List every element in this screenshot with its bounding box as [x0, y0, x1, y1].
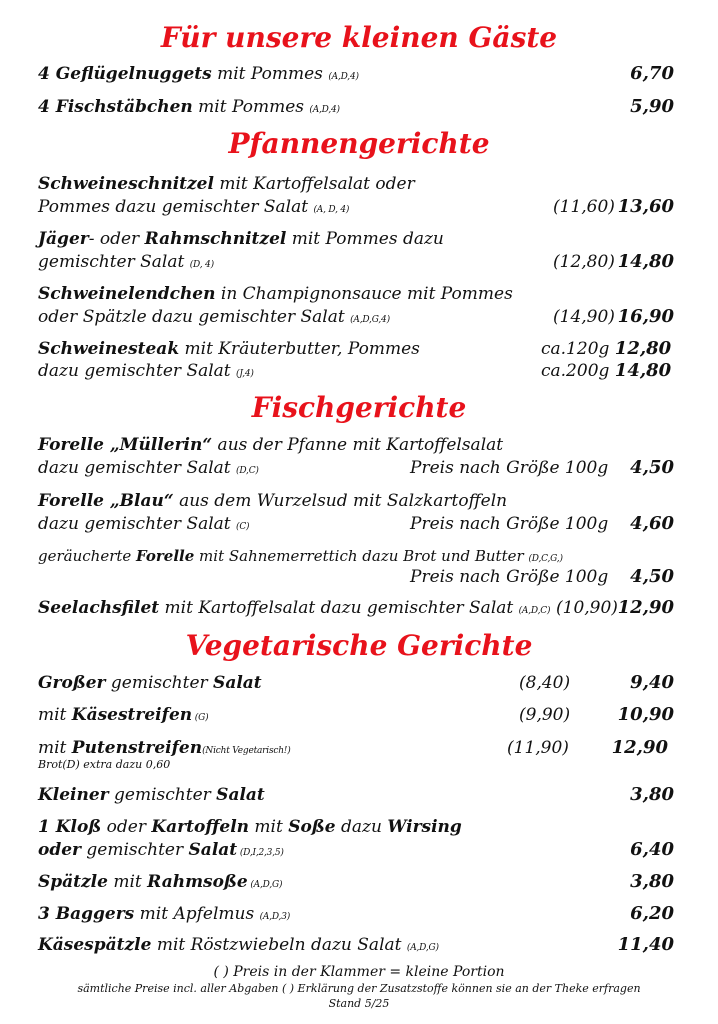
footer-info: sämtliche Preise incl. aller Abgaben ( ) Erklärung der Zusatzstoffe können sie an der Theke erfragen — [77, 982, 641, 995]
price: 6,20 — [630, 903, 674, 924]
menu-item-nuggets: 4 Geflügelnuggets mit Pommes (A,D,4) — [38, 64, 359, 84]
menu-item-forelle-muellerin: Forelle „Müllerin“ aus der Pfanne mit Kartoffelsalat — [38, 435, 504, 455]
menu-item-forelle-geraeuchert: geräucherte Forelle mit Sahnemerrettich dazu Brot und Butter (D,C,G,) — [38, 547, 563, 565]
price-note: Preis nach Größe 100g — [410, 514, 609, 534]
menu-item-schweinelendchen: Schweinelendchen in Champignonsauce mit Pommes — [38, 284, 513, 304]
price: 11,40 — [617, 934, 674, 955]
price: 13,60 — [617, 196, 674, 217]
menu-item-line: dazu gemischter Salat (D,C) — [38, 458, 259, 478]
menu-item-kloss: 1 Kloß oder Kartoffeln mit Soße dazu Wirsing — [38, 817, 462, 837]
menu-item-baggers: 3 Baggers mit Apfelmus (A,D,3) — [38, 904, 291, 924]
small-portion-price: (14,90) — [553, 307, 615, 327]
price: 6,40 — [630, 839, 674, 860]
allergen-codes: (A, D, 4) — [313, 205, 350, 215]
allergen-codes: (A,D,C) — [518, 606, 551, 616]
price: 5,90 — [630, 96, 674, 117]
menu-item-kaesespaetzle: Käsespätzle mit Röstzwiebeln dazu Salat (A,D,G) — [38, 935, 439, 955]
allergen-codes: (D, 4) — [189, 260, 214, 270]
price: 4,60 — [630, 513, 674, 534]
price: 4,50 — [630, 457, 674, 478]
menu-item-schweineschnitzel: Schweineschnitzel mit Kartoffelsalat oder — [38, 174, 415, 194]
menu-item-putenstreifen: mit Putenstreifen(Nicht Vegetarisch!) — [38, 738, 291, 758]
price: 12,90 — [617, 597, 674, 618]
menu-item-kaesestreifen: mit Käsestreifen (G) — [38, 705, 209, 725]
menu-item-schweinesteak: Schweinesteak mit Kräuterbutter, Pommes — [38, 339, 420, 359]
price: 3,80 — [630, 871, 674, 892]
allergen-codes: (J,4) — [236, 369, 254, 379]
small-portion-price: (11,60) — [553, 197, 615, 217]
allergen-codes: (A,D,3) — [259, 912, 291, 922]
price: 12,90 — [611, 737, 668, 758]
small-portion-price: (10,90) — [556, 598, 618, 618]
menu-item-jaegerschnitzel: Jäger- oder Rahmschnitzel mit Pommes dazu — [38, 229, 444, 249]
note: (Nicht Vegetarisch!) — [202, 746, 291, 756]
section-title-veg: Vegetarische Gerichte — [185, 629, 533, 662]
allergen-codes: (A,D,G) — [247, 880, 283, 890]
menu-item-line: dazu gemischter Salat (J,4) — [38, 361, 254, 381]
section-title-fish: Fischgerichte — [251, 391, 467, 424]
allergen-codes: (A,D,4) — [309, 105, 340, 115]
small-portion-price: (11,90) — [507, 738, 569, 758]
price: 14,80 — [617, 251, 674, 272]
allergen-codes: (A,D,4) — [328, 72, 359, 82]
price: 10,90 — [617, 704, 674, 725]
bread-extra-note: Brot(D) extra dazu 0,60 — [38, 758, 171, 771]
menu-item-line: Pommes dazu gemischter Salat (A, D, 4) — [38, 197, 350, 217]
section-title-kids: Für unsere kleinen Gäste — [160, 21, 558, 54]
allergen-codes: (C) — [236, 522, 250, 532]
allergen-codes: (A,D,G) — [406, 943, 439, 953]
price-note: Preis nach Größe 100g — [410, 458, 609, 478]
allergen-codes: (A,D,G,4) — [350, 315, 390, 325]
menu-item-line: oder Spätzle dazu gemischter Salat (A,D,G,4) — [38, 307, 390, 327]
small-portion-price: (9,90) — [519, 705, 571, 725]
small-portion-price: (8,40) — [519, 673, 571, 693]
allergen-codes: (D,C) — [236, 466, 259, 476]
menu-item-forelle-blau: Forelle „Blau“ aus dem Wurzelsud mit Salzkartoffeln — [38, 491, 508, 511]
menu-item-seelachsfilet: Seelachsfilet mit Kartoffelsalat dazu gemischter Salat (A,D,C) — [38, 598, 551, 618]
menu-item-fischstaebchen: 4 Fischstäbchen mit Pommes (A,D,4) — [38, 97, 340, 117]
price: 16,90 — [617, 306, 674, 327]
menu-item-spaetzle: Spätzle mit Rahmsoße (A,D,G) — [38, 872, 283, 892]
menu-item-grosser-salat: Großer gemischter Salat — [38, 673, 262, 693]
price: 3,80 — [630, 784, 674, 805]
menu-item-line: gemischter Salat (D, 4) — [38, 252, 214, 272]
small-portion-price: (12,80) — [553, 252, 615, 272]
menu-item-line: dazu gemischter Salat (C) — [38, 514, 250, 534]
price-note: Preis nach Größe 100g — [410, 567, 609, 587]
section-title-pan: Pfannengerichte — [228, 127, 490, 160]
allergen-codes: (D,C,G,) — [528, 554, 563, 564]
price: 6,70 — [630, 63, 674, 84]
price: 4,50 — [630, 566, 674, 587]
footer-portion-note: ( ) Preis in der Klammer = kleine Portion — [213, 964, 505, 980]
menu-item-kleiner-salat: Kleiner gemischter Salat — [38, 785, 265, 805]
allergen-codes: (D,I,2,3,5) — [237, 848, 284, 858]
menu-item-line: oder gemischter Salat (D,I,2,3,5) — [38, 840, 284, 860]
price: 9,40 — [630, 672, 674, 693]
steak-price-120g: ca.120g 12,80 — [541, 338, 672, 359]
footer-date: Stand 5/25 — [328, 997, 390, 1010]
allergen-codes: (G) — [192, 713, 209, 723]
steak-price-200g: ca.200g 14,80 — [541, 360, 672, 381]
